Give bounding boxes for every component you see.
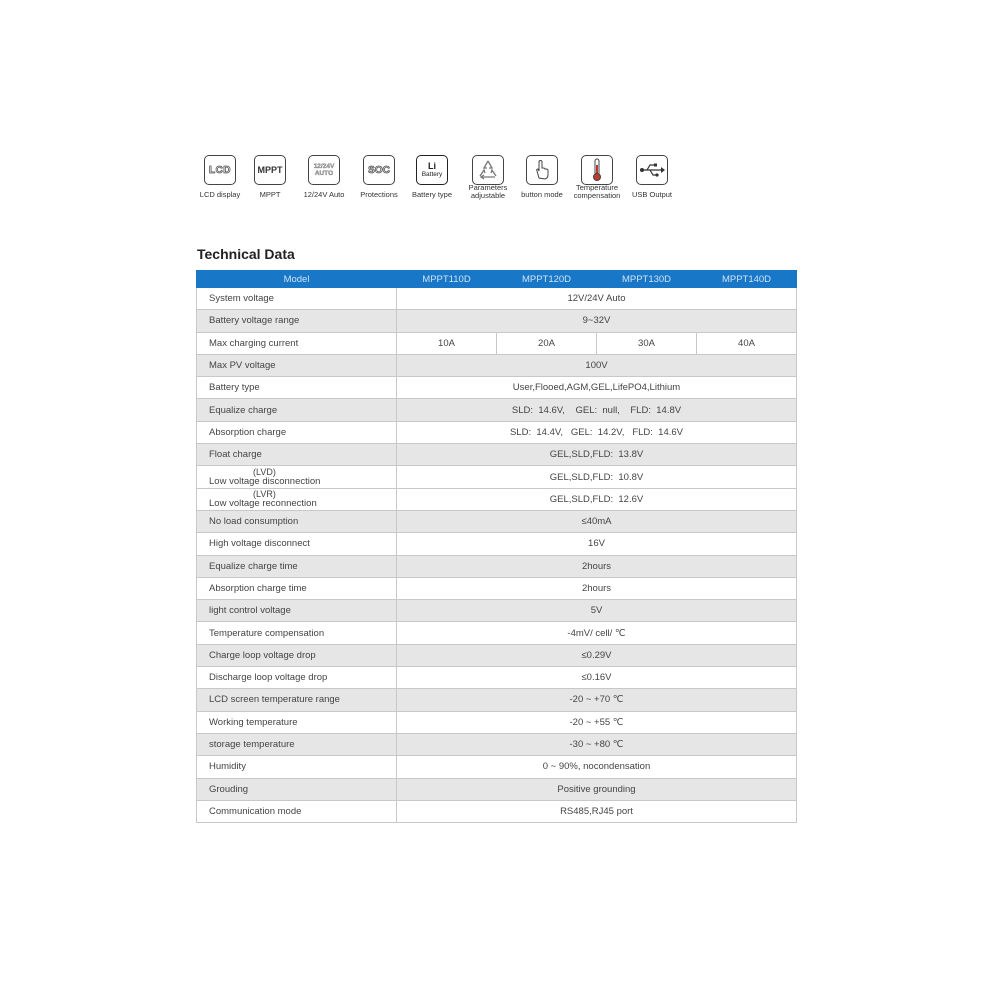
row-value: -30 ~ +80 ℃ — [397, 733, 797, 755]
row-value-model-1: 10A — [397, 332, 497, 354]
row-param: Communication mode — [197, 800, 397, 822]
row-value: -4mV/ cell/ ℃ — [397, 622, 797, 644]
table-row — [197, 577, 797, 599]
table-row — [197, 644, 797, 666]
row-value: SLD: 14.6V, GEL: null, FLD: 14.8V — [397, 399, 797, 421]
row-param: No load consumption — [197, 510, 397, 532]
table-row — [197, 332, 797, 354]
row-param: Battery type — [197, 377, 397, 399]
table-row — [197, 711, 797, 733]
header-model: Model — [197, 271, 397, 288]
table-row — [197, 622, 797, 644]
header-model-4: MPPT140D — [697, 271, 797, 288]
table-row — [197, 399, 797, 421]
hand-button-icon — [526, 155, 558, 185]
row-param-abbrev: (LVD) — [253, 467, 276, 478]
row-param: LCD screen temperature range — [197, 689, 397, 711]
row-param: Working temperature — [197, 711, 397, 733]
row-param: Charge loop voltage drop — [197, 644, 397, 666]
row-param: Grouding — [197, 778, 397, 800]
lcd-icon: LCD — [204, 155, 236, 185]
row-param: light control voltage — [197, 600, 397, 622]
row-value: 5V — [397, 600, 797, 622]
thermometer-icon — [581, 155, 613, 185]
table-row — [197, 600, 797, 622]
row-value: 2hours — [397, 577, 797, 599]
row-param: storage temperature — [197, 733, 397, 755]
row-param: Battery voltage range — [197, 310, 397, 332]
row-value-model-2: 20A — [497, 332, 597, 354]
auto-voltage-icon: 12/24V AUTO — [308, 155, 340, 185]
technical-data-table — [196, 270, 797, 823]
row-value: GEL,SLD,FLD: 12.6V — [397, 488, 797, 510]
row-value: 9~32V — [397, 310, 797, 332]
header-model-3: MPPT130D — [597, 271, 697, 288]
feature-label: USB Output — [631, 190, 673, 199]
feature-label: Protections — [360, 190, 398, 199]
row-value: SLD: 14.4V, GEL: 14.2V, FLD: 14.6V — [397, 421, 797, 443]
row-value: ≤0.29V — [397, 644, 797, 666]
row-param: Float charge — [197, 444, 397, 466]
section-title: Technical Data — [197, 246, 295, 262]
table-row — [197, 377, 797, 399]
row-value: 0 ~ 90%, nocondensation — [397, 756, 797, 778]
table-row — [197, 555, 797, 577]
row-value: GEL,SLD,FLD: 13.8V — [397, 444, 797, 466]
header-model-1: MPPT110D — [397, 271, 497, 288]
row-value: ≤40mA — [397, 510, 797, 532]
row-value-model-4: 40A — [697, 332, 797, 354]
table-row — [197, 354, 797, 376]
row-param-lvd — [197, 466, 397, 488]
row-value: GEL,SLD,FLD: 10.8V — [397, 466, 797, 488]
header-model-2: MPPT120D — [497, 271, 597, 288]
row-value: RS485,RJ45 port — [397, 800, 797, 822]
table-header-row — [197, 271, 797, 288]
row-value: 16V — [397, 533, 797, 555]
table-row — [197, 310, 797, 332]
row-param: Humidity — [197, 756, 397, 778]
row-param: Absorption charge time — [197, 577, 397, 599]
row-value-model-3: 30A — [597, 332, 697, 354]
feature-label: Temperature compensation — [573, 183, 621, 200]
row-param-label: Low voltage reconnection — [209, 498, 317, 510]
table-row — [197, 421, 797, 443]
mppt-icon: MPPT — [254, 155, 286, 185]
row-param: High voltage disconnect — [197, 533, 397, 555]
feature-label: LCD display — [199, 190, 241, 199]
feature-label: 12/24V Auto — [303, 190, 345, 199]
battery-icon: Li Battery — [416, 155, 448, 185]
table-row — [197, 444, 797, 466]
row-value: 12V/24V Auto — [397, 288, 797, 310]
table-row — [197, 733, 797, 755]
table-row — [197, 488, 797, 510]
table-row — [197, 533, 797, 555]
table-row — [197, 466, 797, 488]
feature-label: Battery type — [411, 190, 453, 199]
table-row — [197, 667, 797, 689]
usb-icon — [636, 155, 668, 185]
feature-battery-type — [400, 155, 464, 199]
row-value: -20 ~ +55 ℃ — [397, 711, 797, 733]
table-row — [197, 510, 797, 532]
row-value: Positive grounding — [397, 778, 797, 800]
table-row — [197, 689, 797, 711]
row-value: 2hours — [397, 555, 797, 577]
row-param: Max PV voltage — [197, 354, 397, 376]
feature-label: button mode — [521, 190, 563, 199]
feature-label: Parameters adjustable — [468, 183, 508, 200]
row-param-lvr — [197, 488, 397, 510]
table-row — [197, 756, 797, 778]
row-param: Equalize charge time — [197, 555, 397, 577]
recycle-icon — [472, 155, 504, 185]
row-value: ≤0.16V — [397, 667, 797, 689]
table-row — [197, 778, 797, 800]
table-row — [197, 800, 797, 822]
row-value: 100V — [397, 354, 797, 376]
row-param: Discharge loop voltage drop — [197, 667, 397, 689]
row-param-abbrev: (LVR) — [253, 489, 276, 500]
row-param-label: Low voltage disconnection — [209, 476, 321, 488]
feature-label: MPPT — [259, 190, 281, 199]
row-param: Max charging current — [197, 332, 397, 354]
row-param: Equalize charge — [197, 399, 397, 421]
row-param: System voltage — [197, 288, 397, 310]
feature-usb — [620, 155, 684, 199]
row-value: User,Flooed,AGM,GEL,LifePO4,Lithium — [397, 377, 797, 399]
row-value: -20 ~ +70 ℃ — [397, 689, 797, 711]
table-row — [197, 288, 797, 310]
feature-icons-row — [188, 155, 688, 215]
row-param: Temperature compensation — [197, 622, 397, 644]
row-param: Absorption charge — [197, 421, 397, 443]
protection-icon: SOC — [363, 155, 395, 185]
